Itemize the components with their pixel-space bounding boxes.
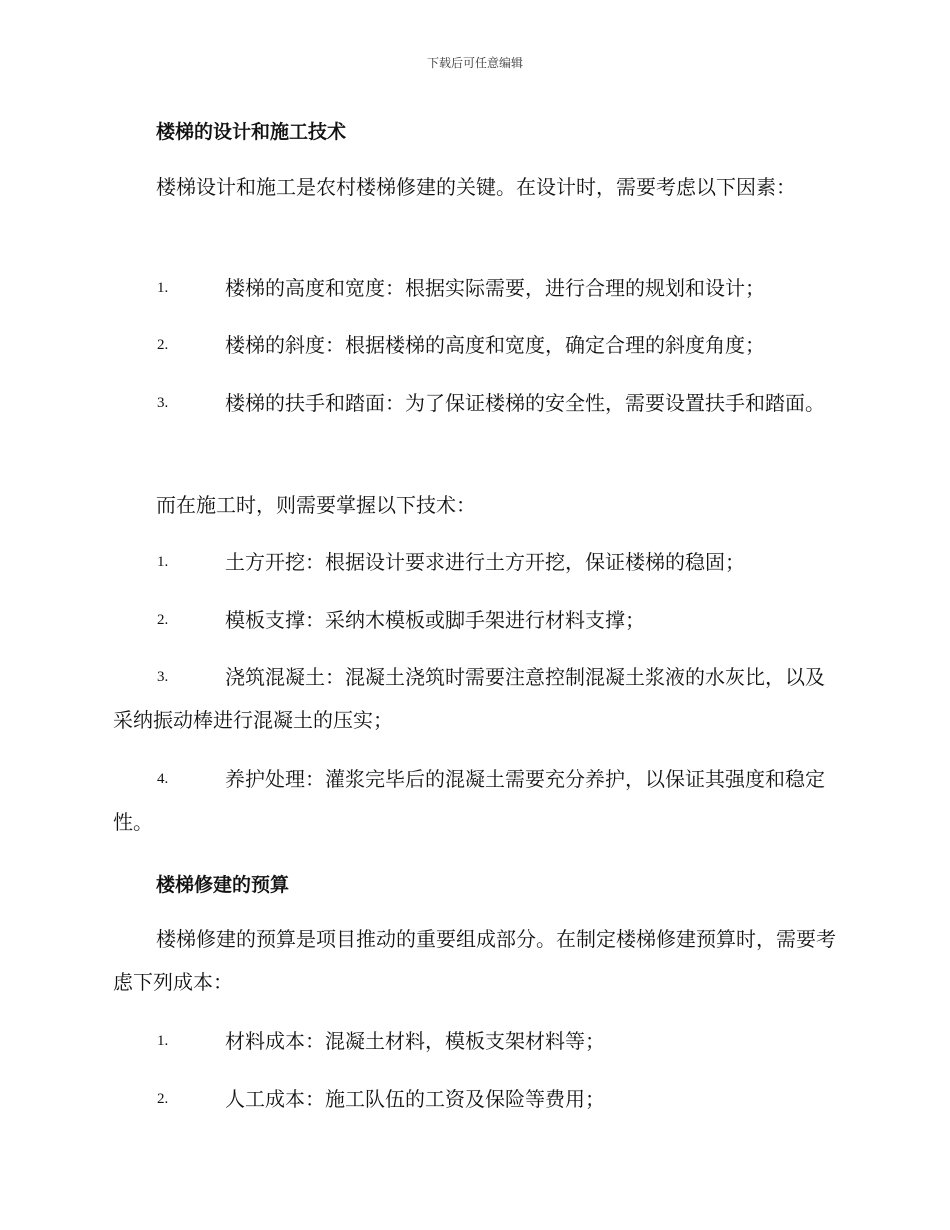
list-number: 3. [157,395,169,411]
list-text: 浇筑混凝土：混凝土浇筑时需要注意控制混凝土浆液的水灰比，以及采纳振动棒进行混凝土的压实； [113,665,825,732]
list-item [113,758,843,844]
list-text: 楼梯的高度和宽度：根据实际需要，进行合理的规划和设计； [225,276,765,300]
list-text: 养护处理：灌浆完毕后的混凝土需要充分养护，以保证其强度和稳定性。 [113,767,825,834]
list-item [113,382,843,425]
list-number: 1. [157,280,169,296]
list-item [113,656,843,742]
list-number: 3. [157,669,169,685]
list-item [113,267,843,310]
list-item [113,599,843,642]
page-header: 下载后可任意编辑 [426,56,523,70]
list-item [113,1078,843,1121]
list-text: 人工成本：施工队伍的工资及保险等费用； [225,1087,605,1111]
list-number: 2. [157,612,169,628]
list-number: 2. [157,1091,169,1107]
list-item [113,1020,843,1063]
list-text: 材料成本：混凝土材料，模板支架材料等； [225,1029,605,1053]
section-heading-design: 楼梯的设计和施工技术 [156,121,347,143]
list-number: 4. [157,771,169,787]
list-text: 楼梯的扶手和踏面：为了保证楼梯的安全性，需要设置扶手和踏面。 [225,391,825,415]
list-item [113,541,843,584]
paragraph-construction-intro: 而在施工时，则需要掌握以下技术： [156,493,476,517]
list-text: 土方开挖：根据设计要求进行土方开挖，保证楼梯的稳固； [225,550,745,574]
list-text: 模板支撑：采纳木模板或脚手架进行材料支撑； [225,608,645,632]
list-number: 2. [157,337,169,353]
paragraph-budget-intro: 楼梯修建的预算是项目推动的重要组成部分。在制定楼梯修建预算时，需要考虑下列成本： [113,927,836,994]
paragraph-design-intro: 楼梯设计和施工是农村楼梯修建的关键。在设计时，需要考虑以下因素： [156,175,796,199]
list-number: 1. [157,1033,169,1049]
list-item [113,324,843,367]
list-text: 楼梯的斜度：根据楼梯的高度和宽度，确定合理的斜度角度； [225,333,765,357]
list-number: 1. [157,554,169,570]
section-heading-budget: 楼梯修建的预算 [156,874,290,896]
